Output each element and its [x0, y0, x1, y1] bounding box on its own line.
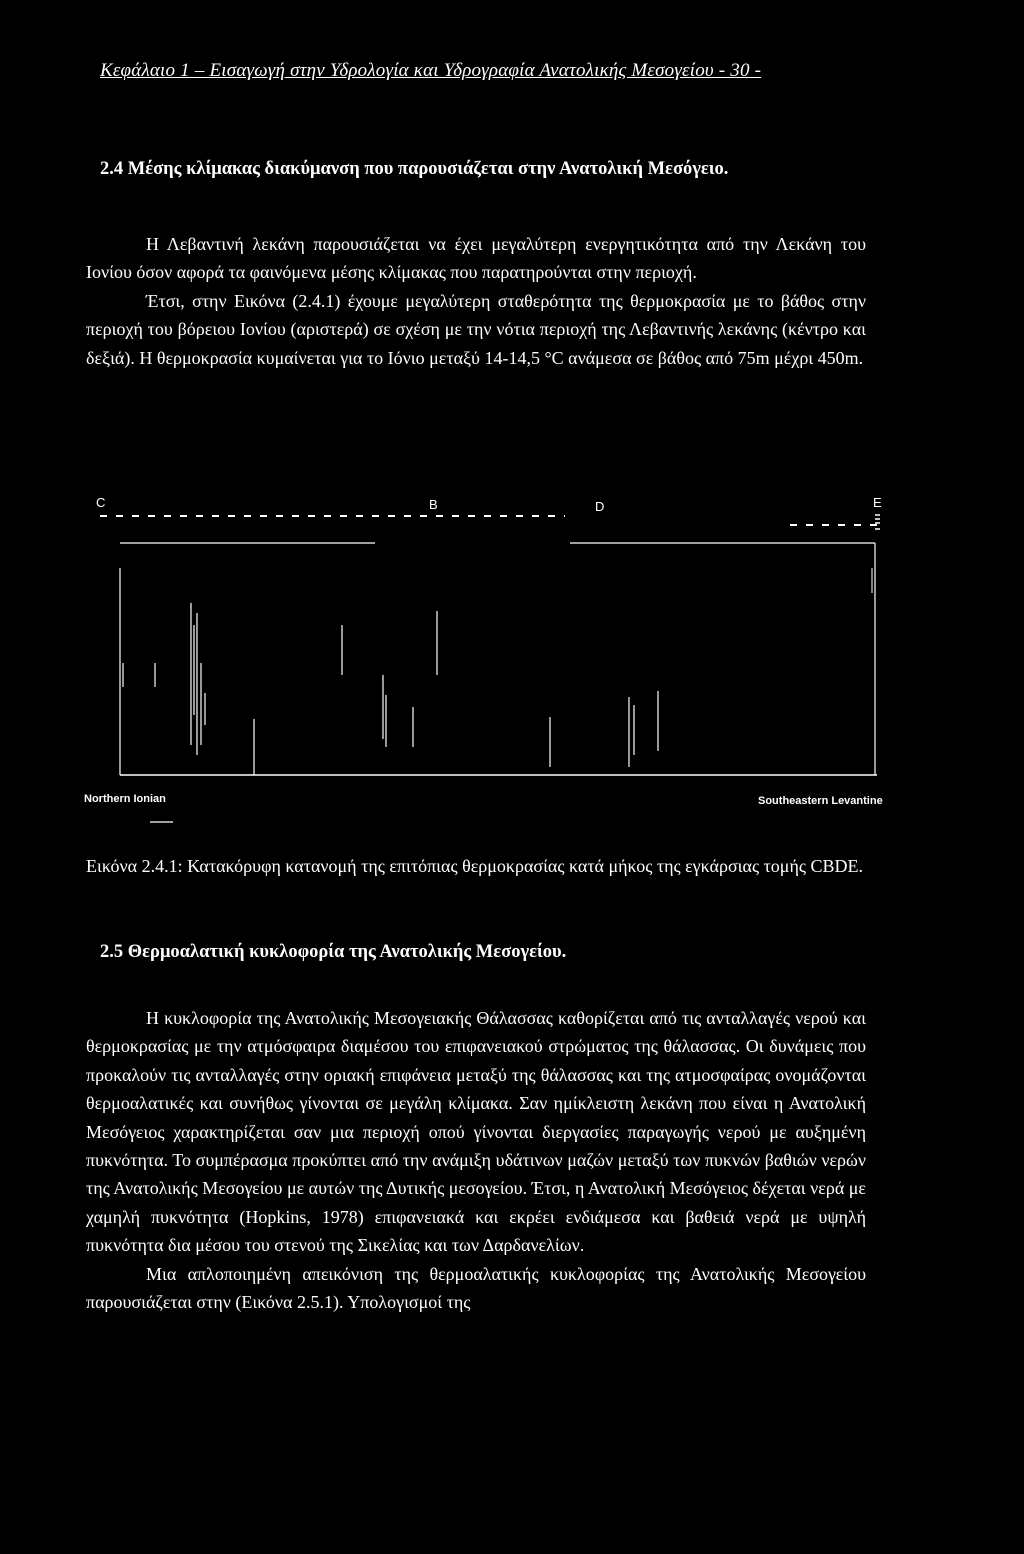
station-label-e: E — [873, 495, 882, 510]
paragraph: Η κυκλοφορία της Ανατολικής Μεσογειακής Θάλασσας καθορίζεται από τις ανταλλαγές νερού και θερμοκρασίας με την ατμόσφαιρα διαμέσου του επιφανειακού στρώματος της θάλασσας. Οι δυνάμεις που προκαλούν τις ανταλλαγές στην οριακή επιφάνεια μεταξύ της θάλασσας και της ατμοσφαίρας ονομάζονται θερμοαλατικές και συνήθως γίνονται σε μεγάλη κλίμακα. Σαν ημίκλειστη λεκάνη που είναι η Ανατολική Μεσόγειος χαρακτηρίζεται σαν μια περιοχή οπού γίνονται διεργασίες παραγωγής νερού με αυξημένη πυκνότητα. Το συμπέρασμα προκύπτει από την ανάμιξη υδάτινων μαζών μεταξύ των πυκνών βαθιών νερών της Ανατολικής Μεσογείου με αυτών της Δυτικής μεσογείου. Έτσι, η Ανατολική Μεσόγειος δέχεται νερά με χαμηλή πυκνότητα (Hopkins, 1978) επιφανειακά και εκρέει ενδιάμεσα και βαθειά νερά με υψηλή πυκνότητα δια μέσου του στενού της Σικελίας και των Δαρδανελίων. — [86, 1008, 866, 1256]
section-2-4-body — [86, 230, 866, 372]
temperature-section-figure — [84, 485, 900, 835]
section-plot — [90, 485, 900, 835]
paragraph: Μια απλοποιημένη απεικόνιση της θερμοαλατικής κυκλοφορίας της Ανατολικής Μεσογείου παρουσιάζεται στην (Εικόνα 2.5.1). Υπολογισμοί της — [86, 1263, 866, 1313]
left-region-label: Northern Ionian — [84, 793, 166, 805]
running-header: Κεφάλαιο 1 – Εισαγωγή στην Υδρολογία και Υδρογραφία Ανατολικής Μεσογείου - 30 - — [100, 60, 762, 81]
paragraph: Η Λεβαντινή λεκάνη παρουσιάζεται να έχει μεγαλύτερη ενεργητικότητα από την Λεκάνη του Ιονίου όσον αφορά τα φαινόμενα μέσης κλίμακας που παρατηρούνται στην περιοχή. — [86, 234, 866, 283]
section-2-5-body — [86, 1004, 866, 1316]
station-label-b: B — [429, 497, 438, 512]
section-2-4-title: 2.4 Μέσης κλίμακας διακύμανση που παρουσιάζεται στην Ανατολική Μεσόγειο. — [100, 159, 729, 179]
paragraph: Έτσι, στην Εικόνα (2.4.1) έχουμε μεγαλύτερη σταθερότητα της θερμοκρασία με το βάθος στην περιοχή του βόρειου Ιονίου (αριστερά) σε σχέση με την νότια περιοχή της Λεβαντινής λεκάνης (κέντρο και δεξιά). Η θερμοκρασία κυμαίνεται για το Ιόνιο μεταξύ 14-14,5 °C ανάμεσα σε βάθος από 75m μέχρι 450m. — [86, 290, 866, 368]
station-label-c: C — [96, 495, 106, 510]
section-2-5-title: 2.5 Θερμοαλατική κυκλοφορία της Ανατολικής Μεσογείου. — [100, 942, 567, 962]
station-label-d: D — [595, 499, 605, 514]
right-region-label: Southeastern Levantine — [758, 795, 883, 807]
profile-lines — [123, 603, 658, 775]
figure-caption: Εικόνα 2.4.1: Κατακόρυφη κατανομή της επιτόπιας θερμοκρασίας κατά μήκος της εγκάρσιας τομής CBDE. — [86, 856, 863, 876]
